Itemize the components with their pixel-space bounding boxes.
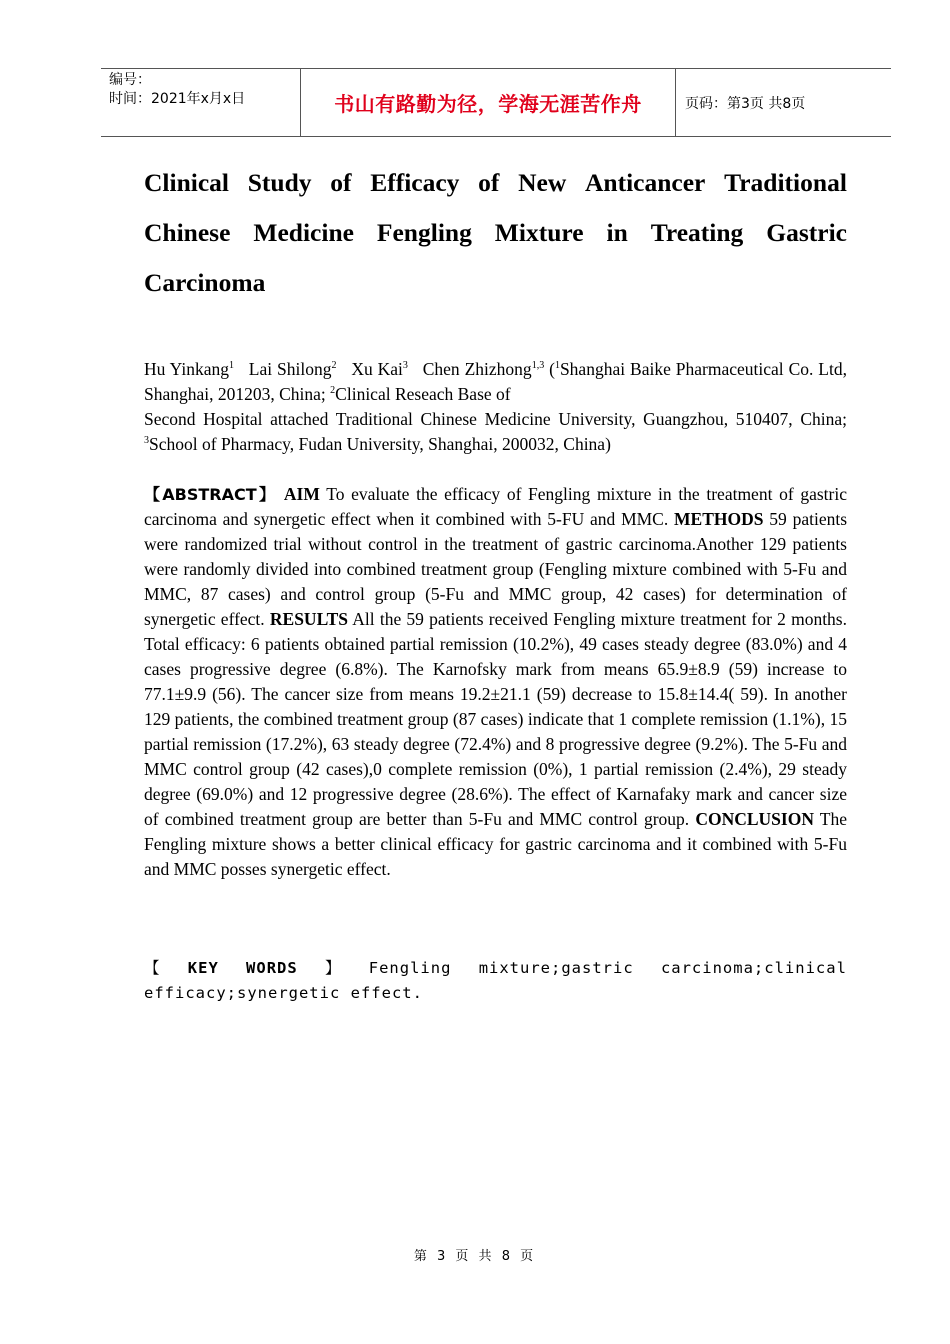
conclusion-text: The Fengling mixture shows a better clinical efficacy for gastric carcinoma and it combined with 5-Fu and MMC posses synergetic effect. bbox=[144, 809, 848, 879]
title-word: Fengling bbox=[376, 218, 472, 247]
aff-open: ( bbox=[549, 359, 555, 379]
title-word: Traditional bbox=[724, 168, 847, 197]
affiliation-2: Clinical Reseach Base of bbox=[335, 384, 511, 404]
aff-sup: 2 bbox=[330, 385, 336, 397]
kw-label-words: WORDS bbox=[246, 959, 298, 977]
header-motto-cell bbox=[301, 69, 676, 136]
page-footer: 第 3 页 共 8 页 bbox=[413, 1249, 537, 1264]
conclusion-label: CONCLUSION bbox=[695, 809, 814, 829]
methods-label: METHODS bbox=[674, 509, 764, 529]
keyword: mixture;gastric bbox=[478, 959, 634, 977]
keywords-line-2: efficacy;synergetic effect. bbox=[144, 984, 423, 1002]
aim-label: AIM bbox=[283, 484, 320, 504]
title-line-1 bbox=[144, 158, 847, 208]
title-word: Treating bbox=[650, 218, 744, 247]
page-code: 页码：第3页 共8页 bbox=[685, 95, 806, 112]
title-word: in bbox=[606, 218, 628, 247]
time-label: 时间：2021年x月x日 bbox=[109, 91, 246, 107]
title-line-3 bbox=[144, 258, 847, 308]
title-word: Study bbox=[247, 168, 312, 197]
results-text: All the 59 patients received Fengling mixture treatment for 2 months. Total efficacy: 6 patients obtained partial remission (10.2%), 49 cases steady degree (83.0%) and 4 cases progressive degree (6.8%). The Karnofsky mark from means 65.9±8.9 (59) increase to 77.1±9.9 (56). The cancer size from means 19.2±21.1 (59) decrease to 15.8±14.4( 59). In another 129 patients, the combined treatment group (87 cases) indicate that 1 complete remission (1.1%), 15 partial remission (17.2%), 63 steady degree (72.4%) and 8 progressive degree (9.2%). The 5-Fu and MMC control group (42 cases),0 complete remission (0%), 1 partial remission (2.4%), 29 steady degree (69.0%) and 12 progressive degree (28.6%). The effect of Karnafaky mark and cancer size of combined treatment group are better than 5-Fu and MMC control group. bbox=[144, 609, 847, 829]
author-name: Lai Shilong bbox=[248, 359, 332, 379]
keyword: carcinoma;clinical bbox=[660, 959, 847, 977]
affiliation-1: Shanghai Baike Pharmaceutical Co. Ltd, Shanghai, 201203, China; bbox=[144, 359, 847, 404]
keywords-line-1 bbox=[144, 956, 847, 981]
title-word: of bbox=[330, 168, 352, 197]
title-word: Chinese bbox=[144, 218, 231, 247]
keyword: Fengling bbox=[368, 959, 452, 977]
authors-affiliations bbox=[144, 357, 847, 457]
abstract bbox=[144, 482, 847, 882]
title-word: Clinical bbox=[144, 168, 230, 197]
affiliation-3: School of Pharmacy, Fudan University, Shanghai, 200032, China) bbox=[149, 434, 611, 454]
author-sup: 1 bbox=[228, 360, 234, 372]
kw-label-key: KEY bbox=[187, 959, 219, 977]
title-word: Anticancer bbox=[585, 168, 706, 197]
author-sup: 2 bbox=[331, 360, 337, 372]
affiliation-2-cont: Second Hospital attached Traditional Chinese Medicine University, Guangzhou, 510407, China; bbox=[144, 409, 847, 429]
header-page-code-cell bbox=[676, 69, 891, 136]
kw-bracket-open: 【 bbox=[144, 959, 161, 977]
header-left-cell bbox=[101, 69, 301, 136]
title-word: Efficacy bbox=[370, 168, 460, 197]
title-line-2 bbox=[144, 208, 847, 258]
title-word: Carcinoma bbox=[144, 268, 266, 297]
results-label: RESULTS bbox=[269, 609, 349, 629]
author-sup: 1,3 bbox=[531, 360, 545, 372]
aff-sup: 3 bbox=[144, 435, 149, 447]
aim-text: To evaluate the efficacy of Fengling mixture in the treatment of gastric carcinoma and synergetic effect when it combined with 5-FU and MMC. bbox=[144, 484, 847, 529]
number-label: 编号： bbox=[109, 72, 151, 88]
title-word: New bbox=[518, 168, 567, 197]
title-word: Mixture bbox=[494, 218, 584, 247]
author-name: Xu Kai bbox=[351, 359, 403, 379]
author-name: Hu Yinkang bbox=[144, 359, 229, 379]
page-header bbox=[101, 68, 891, 137]
motto-text: 书山有路勤为径，学海无涯苦作舟 bbox=[334, 92, 642, 116]
title-word: Gastric bbox=[766, 218, 847, 247]
title-word: Medicine bbox=[253, 218, 354, 247]
author-name: Chen Zhizhong bbox=[422, 359, 532, 379]
title-word: of bbox=[478, 168, 500, 197]
keywords bbox=[144, 956, 847, 1006]
article-title bbox=[144, 158, 847, 308]
author-sup: 3 bbox=[402, 360, 408, 372]
methods-text: 59 patients were randomized trial without control in the treatment of gastric carcinoma.Another 129 patients were randomly divided into combined treatment group (Fengling mixture combined with 5-Fu and MMC, 87 cases) and control group (5-Fu and MMC group, 42 cases) for determination of synergetic effect. bbox=[144, 509, 848, 629]
abstract-label: 【ABSTRACT】 bbox=[144, 485, 278, 504]
kw-bracket-close: 】 bbox=[324, 959, 342, 977]
aff-sup: 1 bbox=[554, 360, 560, 372]
